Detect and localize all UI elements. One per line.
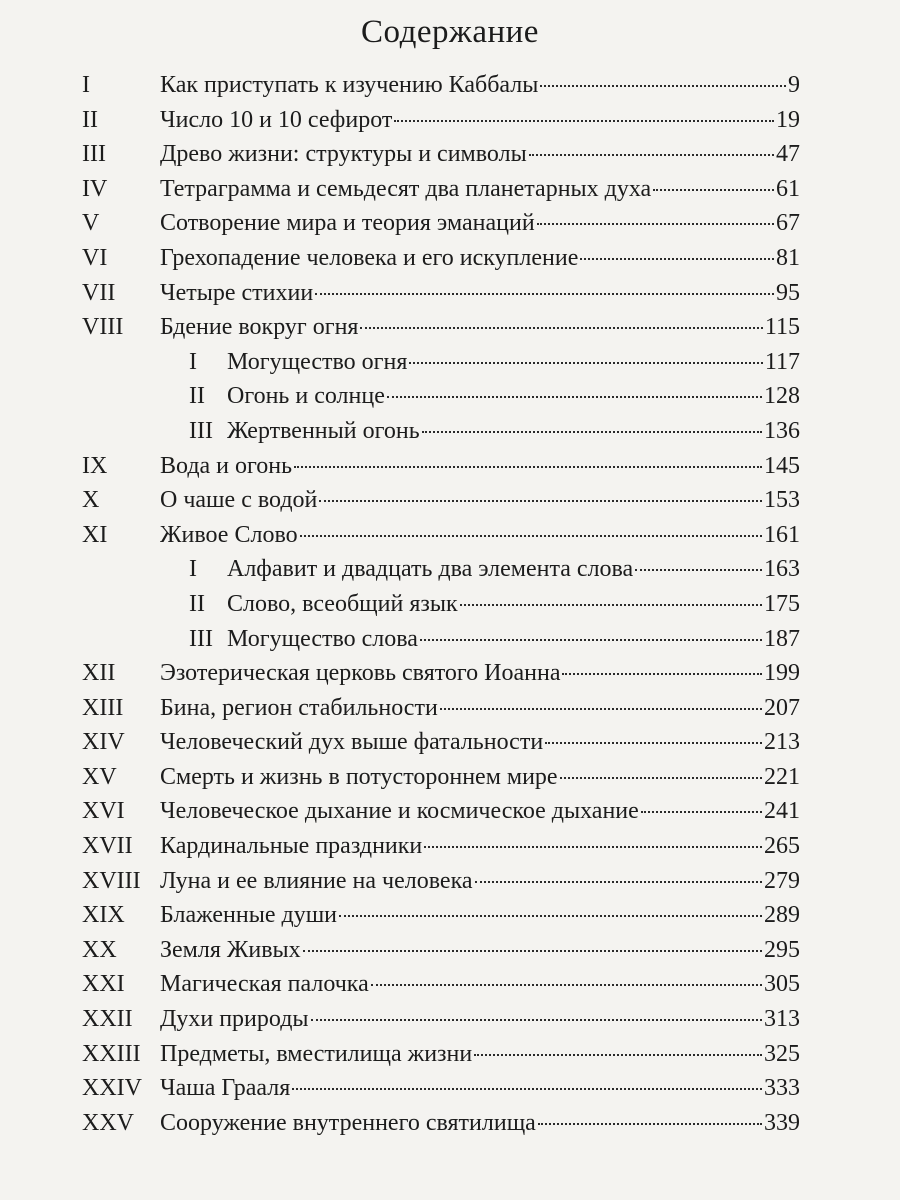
toc-entry <box>82 798 800 833</box>
page-number: 153 <box>764 487 800 514</box>
chapter-number: XXIV <box>82 1075 142 1102</box>
subsection-number: II <box>189 590 205 617</box>
toc-subentry <box>82 626 800 661</box>
dot-leader <box>387 396 762 398</box>
dot-leader <box>394 120 774 122</box>
chapter-title: Человеческий дух выше фатальности <box>160 729 544 756</box>
toc-entry <box>82 280 800 315</box>
chapter-title: Земля Живых <box>160 936 301 963</box>
chapter-title: Предметы, вместилища жизни <box>160 1040 473 1067</box>
chapter-number: XIV <box>82 729 125 756</box>
dot-leader <box>540 85 786 87</box>
chapter-number: IV <box>82 175 108 202</box>
subsection-title: Алфавит и двадцать два элемента слова <box>227 556 634 583</box>
chapter-title: Блаженные души <box>160 902 338 929</box>
toc-subentry <box>82 349 800 384</box>
dot-leader <box>303 950 762 952</box>
chapter-number: XXI <box>82 971 125 998</box>
page-number: 128 <box>764 383 800 410</box>
page-number: 163 <box>764 556 800 583</box>
dot-leader <box>537 223 774 225</box>
chapter-number: IX <box>82 452 108 479</box>
page-number: 117 <box>764 348 800 375</box>
chapter-title: Магическая палочка <box>160 971 369 998</box>
dot-leader <box>319 500 762 502</box>
subsection-number: III <box>189 625 213 652</box>
dot-leader <box>424 846 762 848</box>
page-number: 175 <box>764 590 800 617</box>
dot-leader <box>474 1054 762 1056</box>
chapter-number: V <box>82 210 100 237</box>
chapter-number: III <box>82 141 106 168</box>
toc-entry <box>82 210 800 245</box>
subsection-title: Слово, всеобщий язык <box>227 590 458 617</box>
chapter-title: Сооружение внутреннего святилища <box>160 1109 536 1136</box>
page-number: 199 <box>764 660 800 687</box>
table-of-contents <box>82 72 800 1144</box>
page-number: 61 <box>776 175 800 202</box>
dot-leader <box>409 362 763 364</box>
toc-entry <box>82 1075 800 1110</box>
chapter-number: XII <box>82 660 116 687</box>
page-number: 161 <box>764 521 800 548</box>
chapter-title: Сотворение мира и теория эманаций <box>160 210 535 237</box>
page-number: 333 <box>764 1075 800 1102</box>
chapter-title: Бина, регион стабильности <box>160 694 438 721</box>
page-number: 81 <box>776 244 800 271</box>
chapter-number: VI <box>82 244 108 271</box>
subsection-number: III <box>189 417 213 444</box>
toc-entry <box>82 107 800 142</box>
dot-leader <box>360 327 762 329</box>
chapter-number: XX <box>82 936 117 963</box>
page-number: 305 <box>764 971 800 998</box>
toc-entry <box>82 245 800 280</box>
page-title: Содержание <box>361 14 539 50</box>
dot-leader <box>560 777 762 779</box>
chapter-number: XIX <box>82 902 125 929</box>
chapter-title: Смерть и жизнь в потустороннем мире <box>160 763 558 790</box>
chapter-number: XVII <box>82 833 133 860</box>
page-number: 289 <box>764 902 800 929</box>
page-number: 295 <box>764 936 800 963</box>
page-number: 279 <box>764 867 800 894</box>
subsection-title: Жертвенный огонь <box>227 417 420 444</box>
chapter-title: Чаша Грааля <box>160 1075 291 1102</box>
chapter-title: Четыре стихии <box>160 279 314 306</box>
page-number: 339 <box>764 1109 800 1136</box>
chapter-number: X <box>82 487 100 514</box>
dot-leader <box>580 258 774 260</box>
toc-subentry <box>82 383 800 418</box>
chapter-number: XVI <box>82 798 125 825</box>
subsection-title: Огонь и солнце <box>227 383 385 410</box>
page-number: 19 <box>776 106 800 133</box>
dot-leader <box>339 915 762 917</box>
toc-entry <box>82 937 800 972</box>
chapter-title: Живое Слово <box>160 521 298 548</box>
chapter-number: XV <box>82 763 117 790</box>
page-number: 115 <box>764 314 800 341</box>
toc-entry <box>82 1041 800 1076</box>
chapter-number: XVIII <box>82 867 141 894</box>
dot-leader <box>300 535 762 537</box>
toc-entry <box>82 453 800 488</box>
chapter-title: Эзотерическая церковь святого Иоанна <box>160 660 561 687</box>
toc-subentry <box>82 556 800 591</box>
page-number: 47 <box>776 141 800 168</box>
dot-leader <box>562 673 762 675</box>
toc-entry <box>82 314 800 349</box>
dot-leader <box>538 1123 762 1125</box>
toc-entry <box>82 1110 800 1145</box>
page-number: 221 <box>764 763 800 790</box>
toc-entry <box>82 141 800 176</box>
chapter-title: Кардинальные праздники <box>160 833 423 860</box>
toc-entry <box>82 868 800 903</box>
toc-entry <box>82 522 800 557</box>
dot-leader <box>292 1088 762 1090</box>
chapter-title: Вода и огонь <box>160 452 293 479</box>
toc-entry <box>82 902 800 937</box>
page-number: 187 <box>764 625 800 652</box>
chapter-number: I <box>82 72 90 98</box>
dot-leader <box>653 189 774 191</box>
page-number: 145 <box>764 452 800 479</box>
dot-leader <box>545 742 762 744</box>
subsection-number: II <box>189 383 205 410</box>
dot-leader <box>311 1019 762 1021</box>
page-number: 207 <box>764 694 800 721</box>
chapter-number: XXIII <box>82 1040 141 1067</box>
chapter-title: Духи природы <box>160 1006 309 1033</box>
dot-leader <box>294 466 762 468</box>
chapter-number: VII <box>82 279 116 306</box>
subsection-number: I <box>189 348 197 375</box>
chapter-title: Грехопадение человека и его искупление <box>160 244 579 271</box>
page-number: 9 <box>788 72 800 98</box>
dot-leader <box>460 604 762 606</box>
chapter-number: II <box>82 106 98 133</box>
page-number: 67 <box>776 210 800 237</box>
dot-leader <box>440 708 762 710</box>
dot-leader <box>371 984 762 986</box>
chapter-title: О чаше с водой <box>160 487 318 514</box>
chapter-title: Человеческое дыхание и космическое дыхание <box>160 798 639 825</box>
subsection-title: Могущество слова <box>227 625 418 652</box>
dot-leader <box>529 154 774 156</box>
chapter-number: XXV <box>82 1109 134 1136</box>
toc-subentry <box>82 591 800 626</box>
toc-entry <box>82 695 800 730</box>
chapter-title: Как приступать к изучению Каббалы <box>160 72 539 98</box>
chapter-title: Тетраграмма и семьдесят два планетарных духа <box>160 175 652 202</box>
toc-entry <box>82 660 800 695</box>
toc-entry <box>82 176 800 211</box>
toc-entry <box>82 729 800 764</box>
page-number: 136 <box>764 417 800 444</box>
page-number: 95 <box>776 279 800 306</box>
page-number: 325 <box>764 1040 800 1067</box>
toc-entry <box>82 1006 800 1041</box>
dot-leader <box>422 431 762 433</box>
page-number: 213 <box>764 729 800 756</box>
toc-subentry <box>82 418 800 453</box>
dot-leader <box>475 881 762 883</box>
chapter-title: Древо жизни: структуры и символы <box>160 141 527 168</box>
chapter-number: XXII <box>82 1006 133 1033</box>
dot-leader <box>420 639 762 641</box>
dot-leader <box>635 569 762 571</box>
chapter-number: XIII <box>82 694 124 721</box>
dot-leader <box>315 293 774 295</box>
subsection-title: Могущество огня <box>227 348 408 375</box>
chapter-title: Число 10 и 10 сефирот <box>160 106 393 133</box>
toc-entry <box>82 764 800 799</box>
page-number: 265 <box>764 833 800 860</box>
chapter-number: XI <box>82 521 108 548</box>
toc-entry <box>82 487 800 522</box>
page-number: 313 <box>764 1006 800 1033</box>
dot-leader <box>641 811 762 813</box>
chapter-number: VIII <box>82 314 124 341</box>
chapter-title: Луна и ее влияние на человека <box>160 867 473 894</box>
page-number: 241 <box>764 798 800 825</box>
toc-entry <box>82 971 800 1006</box>
toc-entry <box>82 72 800 107</box>
toc-entry <box>82 833 800 868</box>
chapter-title: Бдение вокруг огня <box>160 314 359 341</box>
subsection-number: I <box>189 556 197 583</box>
